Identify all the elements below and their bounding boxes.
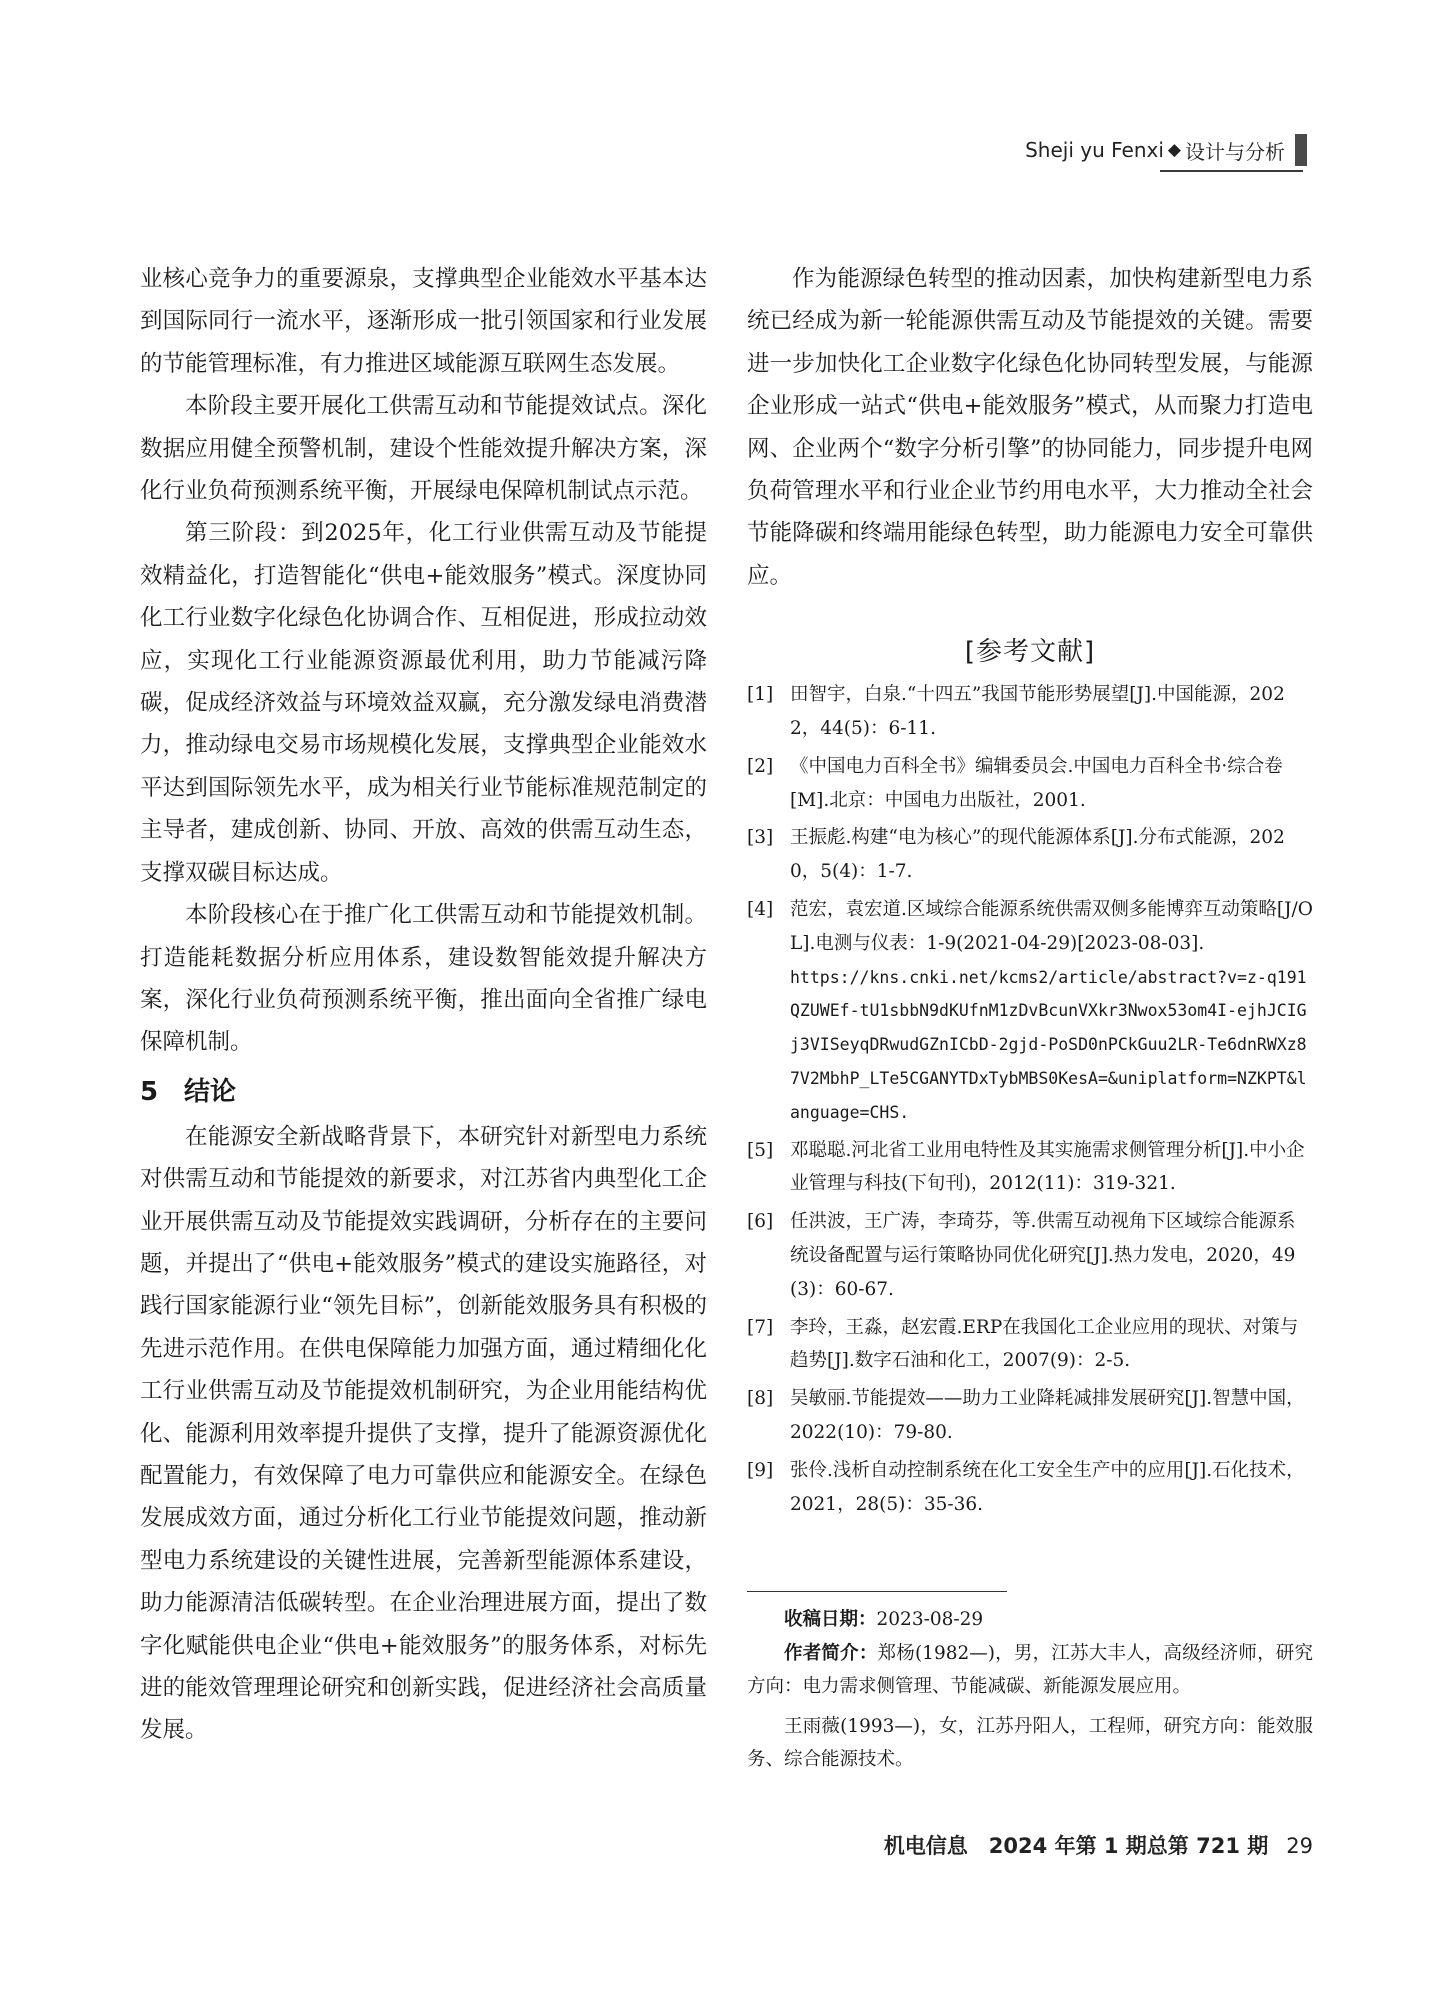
reference-item (747, 1311, 1313, 1379)
running-header (1025, 132, 1307, 168)
reference-list (747, 678, 1313, 1521)
reference-text: 吴敏丽.节能提效——助力工业降耗减排发展研究[J].智慧中国，2022(10)：79-80. (790, 1388, 1305, 1443)
section-number: 5 (140, 1076, 159, 1107)
reference-number: [9] (747, 1459, 774, 1481)
header-rule (1160, 170, 1303, 172)
reference-item (747, 750, 1313, 818)
body-paragraph: 在能源安全新战略背景下，本研究针对新型电力系统对供需互动和节能提效的新要求，对江苏省内典型化工企业开展供需互动及节能提效实践调研，分析存在的主要问题，并提出了“供电+能效服务”模式的建设实施路径，对践行国家能源行业“领先目标”，创新能效服务具有积极的先进示范作用。在供电保障能力加强方面，通过精细化化工行业供需互动及节能提效机制研究，为企业用能结构优化、能源利用效率提升提供了支撑，提升了能源资源优化配置能力，有效保障了电力可靠供应和能源安全。在绿色发展成效方面，通过分析化工行业节能提效问题，推动新型电力系统建设的关键性进展，完善新型能源体系建设，助力能源清洁低碳转型。在企业治理进展方面，提出了数字化赋能供电企业“供电+能效服务”的服务体系，对标先进的能效管理理论研究和创新实践，促进经济社会高质量发展。 (140, 1123, 707, 1744)
reference-item (747, 893, 1313, 1130)
reference-text: 张伶.浅析自动控制系统在化工安全生产中的应用[J].石化技术，2021，28(5)：35-36. (790, 1459, 1305, 1515)
reference-item (747, 1134, 1313, 1202)
issue-info: 机电信息 2024 年第 1 期总第 721 期 (883, 1834, 1269, 1858)
reference-text: 王振彪.构建“电为核心”的现代能源体系[J].分布式能源，2020，5(4)：1-7. (790, 827, 1285, 883)
author-intro (747, 1637, 1313, 1704)
reference-number: [1] (747, 684, 774, 706)
reference-text: 范宏，袁宏道.区域综合能源系统供需双侧多能博弈互动策略[J/OL].电测与仪表：1-9(2021-04-29)[2023-08-03]. (790, 899, 1313, 954)
reference-number: [4] (747, 899, 774, 921)
reference-text: 《中国电力百科全书》编辑委员会.中国电力百科全书·综合卷[M].北京：中国电力出版社，2001. (790, 755, 1283, 811)
page-footer (884, 1830, 1313, 1860)
received-value: 2023-08-29 (876, 1609, 984, 1630)
reference-number: [2] (747, 755, 774, 777)
reference-item (747, 678, 1313, 746)
received-date (747, 1603, 1313, 1637)
body-paragraph: 第三阶段：到2025年，化工行业供需互动及节能提效精益化，打造智能化“供电+能效服务”模式。深度协同化工行业数字化绿色化协调合作、互相促进，形成拉动效应，实现化工行业能源资源最优利用，助力节能减污降碳，促成经济效益与环境效益双赢，充分激发绿电消费潜力，推动绿电交易市场规模化发展，支撑典型企业能效水平达到国际领先水平，成为相关行业节能标准规范制定的主导者，建成创新、协同、开放、高效的供需互动生态，支撑双碳目标达成。 (140, 520, 707, 886)
received-label: 收稿日期： (784, 1609, 877, 1630)
body-paragraph: 业核心竞争力的重要源泉，支撑典型企业能效水平基本达到国际同行一流水平，逐渐形成一批引领国家和行业发展的节能管理标准，有力推进区域能源互联网生态发展。 (140, 266, 707, 377)
page-number: 29 (1286, 1834, 1313, 1858)
journal-pinyin: Sheji yu Fenxi (1025, 138, 1164, 162)
right-column (747, 258, 1313, 1525)
author-2: 王雨薇(1993—)，女，江苏丹阳人，工程师，研究方向：能效服务、综合能源技术。 (747, 1715, 1313, 1770)
diamond-icon: ◆ (1167, 140, 1181, 160)
reference-item (747, 821, 1313, 889)
reference-number: [7] (747, 1316, 774, 1338)
author-label: 作者简介： (784, 1642, 878, 1664)
footnotes (747, 1603, 1313, 1777)
footnote-rule (747, 1591, 1007, 1592)
body-paragraph: 本阶段核心在于推广化工供需互动和节能提效机制。打造能耗数据分析应用体系，建设数智能效提升解决方案，深化行业负荷预测系统平衡，推出面向全省推广绿电保障机制。 (140, 902, 707, 1056)
left-column (140, 258, 707, 1752)
section-heading (140, 1068, 707, 1116)
body-paragraph: 本阶段主要开展化工供需互动和节能提效试点。深化数据应用健全预警机制，建设个性能效提升解决方案，深化行业负荷预测系统平衡，开展绿电保障机制试点示范。 (140, 393, 707, 505)
reference-url: https://kns.cnki.net/kcms2/article/abstract?v=z-q191QZUWEf-tU1sbbN9dKUfnM1zDvBcunVXkr3Nwox53om4I-ejhJCIGj3VISeyqDRwudGZnICbD-2gjd-PoSD0nPCkGuu2LR-Te6dnRWXz87V2MbhP_LTe5CGANYTDxTybMBS0KesA=&uniplatform=NZKPT&language=CHS. (790, 967, 1307, 1122)
reference-item (747, 1205, 1313, 1306)
reference-item (747, 1382, 1313, 1450)
reference-text: 邓聪聪.河北省工业用电特性及其实施需求侧管理分析[J].中小企业管理与科技(下旬刊)，2012(11)：319-321. (790, 1139, 1305, 1195)
reference-item (747, 1454, 1313, 1522)
section-title-text: 结论 (184, 1076, 237, 1107)
section-name: 设计与分析 (1185, 139, 1285, 164)
body-paragraph: 作为能源绿色转型的推动因素，加快构建新型电力系统已经成为新一轮能源供需互动及节能提效的关键。需要进一步加快化工企业数字化绿色化协同转型发展，与能源企业形成一站式“供电+能效服务”模式，从而聚力打造电网、企业两个“数字分析引擎”的协同能力，同步提升电网负荷管理水平和行业企业节约用电水平，大力推动全社会节能降碳和终端用能绿色转型，助力能源电力安全可靠供应。 (747, 266, 1313, 589)
reference-text: 任洪波，王广涛，李琦芬，等.供需互动视角下区域综合能源系统设备配置与运行策略协同优化研究[J].热力发电，2020，49(3)：60-67. (790, 1211, 1296, 1300)
reference-text: 李玲，王淼，赵宏霞.ERP在我国化工企业应用的现状、对策与趋势[J].数字石油和化工，2007(9)：2-5. (790, 1316, 1299, 1372)
author-1: 郑杨(1982—)，男，江苏大丰人，高级经济师，研究方向：电力需求侧管理、节能减碳、新能源发展应用。 (747, 1642, 1313, 1697)
references-heading: [参考文献] (964, 637, 1096, 668)
header-bar (1295, 134, 1307, 166)
reference-number: [5] (747, 1139, 774, 1161)
reference-number: [6] (747, 1211, 774, 1233)
reference-text: 田智宇，白泉.“十四五”我国节能形势展望[J].中国能源，2022，44(5)：6-11. (790, 684, 1285, 740)
reference-number: [8] (747, 1388, 774, 1410)
reference-number: [3] (747, 827, 774, 849)
